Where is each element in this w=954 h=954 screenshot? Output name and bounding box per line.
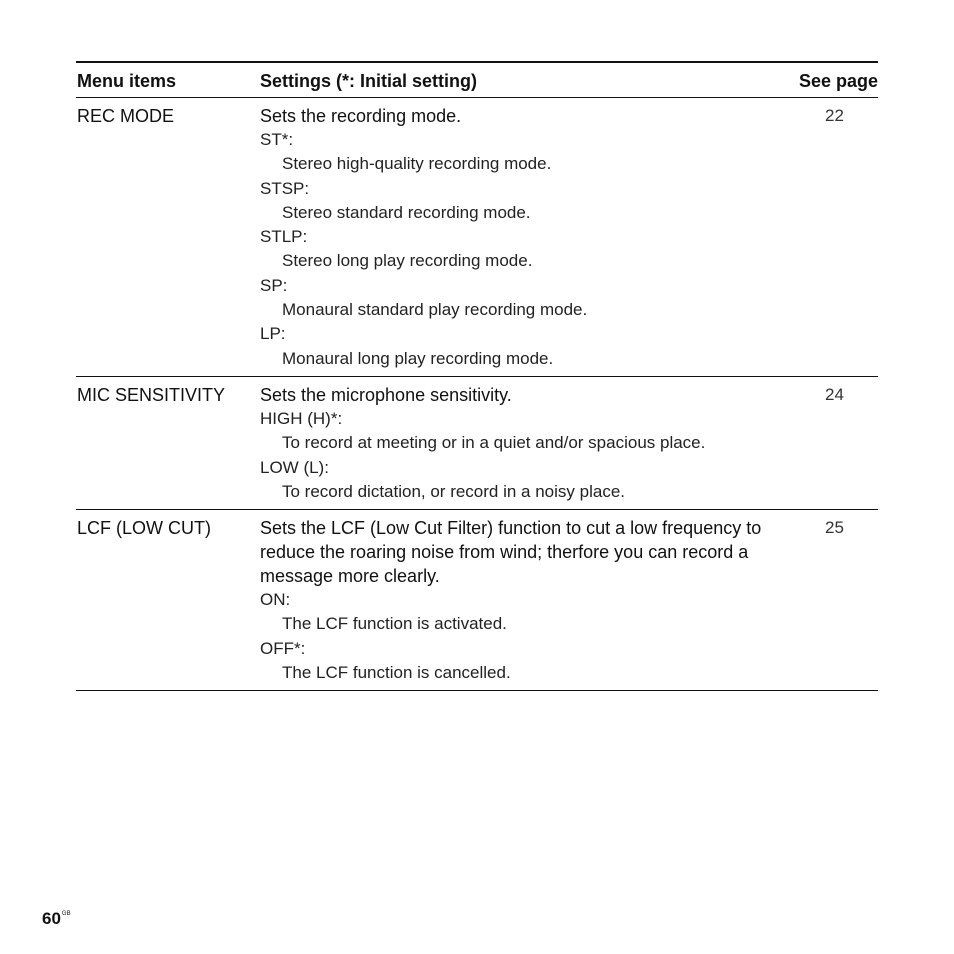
- option-description: Monaural standard play recording mode.: [282, 300, 588, 320]
- see-page-number: 25: [825, 518, 844, 538]
- menu-item-name: MIC SENSITIVITY: [77, 384, 226, 405]
- option-description: Monaural long play recording mode.: [282, 348, 554, 368]
- option-label: LOW (L):: [260, 457, 329, 477]
- table-row: [76, 98, 878, 377]
- header-settings: Settings (*: Initial setting): [260, 71, 478, 91]
- option-description: Stereo high-quality recording mode.: [282, 154, 552, 174]
- setting-description: Sets the microphone sensitivity.: [260, 384, 512, 405]
- header-see-page: See page: [798, 71, 878, 91]
- option-description: The LCF function is activated.: [282, 614, 507, 634]
- page-number: [42, 909, 71, 929]
- settings-cell: [260, 516, 805, 685]
- option-description: Stereo long play recording mode.: [282, 251, 533, 271]
- option-label: SP:: [260, 275, 288, 295]
- option-label: LP:: [260, 324, 286, 344]
- settings-cell: [260, 383, 805, 504]
- option-description: The LCF function is cancelled.: [282, 663, 511, 683]
- menu-item-name: LCF (LOW CUT): [77, 518, 211, 539]
- option-label: ON:: [260, 590, 291, 610]
- option-label: STLP:: [260, 227, 308, 247]
- setting-description: Sets the LCF (Low Cut Filter) function to cut a low frequency to reduce the roaring noise from wind; therfore you can record a message more clearly.: [260, 518, 762, 587]
- table-row: [76, 510, 878, 691]
- option-label: HIGH (H)*:: [260, 408, 343, 428]
- table-row: [76, 377, 878, 510]
- option-description: To record dictation, or record in a noisy place.: [282, 481, 626, 501]
- option-label: OFF*:: [260, 638, 306, 658]
- table-header: [76, 63, 878, 98]
- option-label: STSP:: [260, 178, 310, 198]
- option-description: To record at meeting or in a quiet and/or spacious place.: [282, 433, 706, 453]
- option-description: Stereo standard recording mode.: [282, 202, 531, 222]
- setting-description: Sets the recording mode.: [260, 106, 462, 126]
- page-number-value: 60: [42, 909, 61, 928]
- see-page-number: 24: [825, 384, 844, 404]
- region-code: GB: [61, 911, 71, 917]
- settings-cell: [260, 104, 805, 371]
- menu-settings-table: [76, 61, 878, 691]
- header-menu-items: Menu items: [77, 71, 177, 91]
- option-label: ST*:: [260, 130, 294, 149]
- menu-item-name: REC MODE: [77, 106, 175, 126]
- see-page-number: 22: [825, 106, 844, 125]
